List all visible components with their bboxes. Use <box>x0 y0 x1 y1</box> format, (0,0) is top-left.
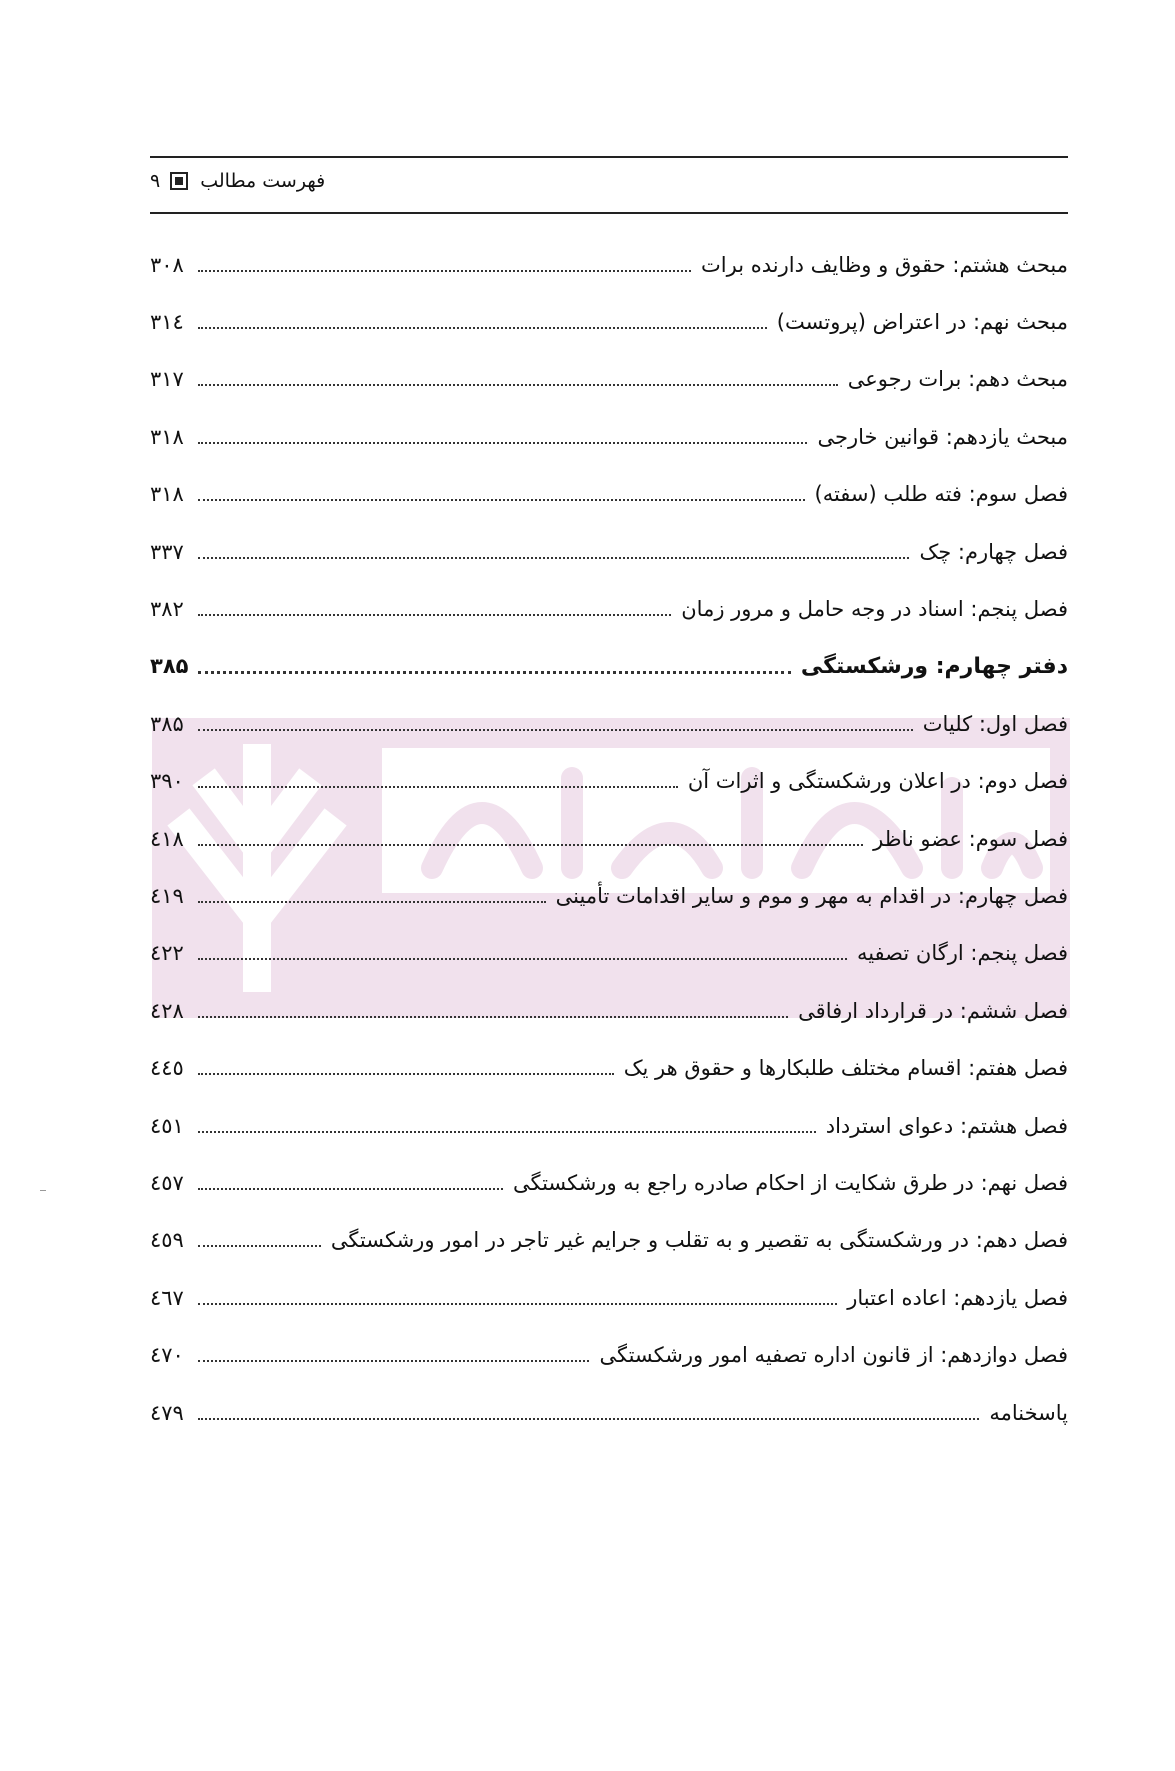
dot-leader <box>198 327 767 329</box>
toc-entry-page: ۳۳۷ <box>150 539 184 564</box>
toc-entry-title: فصل سوم: فته طلب (سفته) <box>814 482 1068 507</box>
dot-leader <box>198 1131 816 1133</box>
toc-entry <box>150 925 1068 982</box>
dot-leader <box>198 1073 614 1075</box>
toc-entry-title: مبحث نهم: در اعتراض (پروتست) <box>776 310 1068 335</box>
toc-entry <box>150 1269 1068 1326</box>
toc-entry-page: ۳۰۸ <box>150 252 184 277</box>
toc-entry-page: ٤۷۹ <box>150 1400 184 1425</box>
running-header <box>150 156 1068 214</box>
dot-leader <box>198 844 863 846</box>
toc-entry <box>150 1384 1068 1441</box>
toc-entry-title: پاسخنامه <box>989 1400 1068 1425</box>
toc-entry <box>150 293 1068 350</box>
toc-entry-page: ٤٥۱ <box>150 1113 184 1138</box>
dot-leader <box>198 614 671 616</box>
toc-entry-page: ۳۱٤ <box>150 310 184 335</box>
header-title: فهرست مطالب <box>200 170 326 192</box>
toc-entry-title: فصل چهارم: چک <box>919 539 1068 564</box>
toc-entry-page: ٤٥۹ <box>150 1228 184 1253</box>
toc-entry <box>150 982 1068 1039</box>
dot-leader <box>198 1245 321 1247</box>
header-content <box>150 170 325 192</box>
toc-entry <box>150 1097 1068 1154</box>
toc-entry-title: فصل هفتم: اقسام مختلف طلبکارها و حقوق هر یک <box>623 1056 1068 1081</box>
dot-leader <box>198 729 913 731</box>
toc-entry <box>150 810 1068 867</box>
toc-entry <box>150 523 1068 580</box>
dot-leader <box>198 671 791 674</box>
toc-entry-page: ۳۱۷ <box>150 367 184 392</box>
toc-entry <box>150 638 1068 695</box>
dot-leader <box>198 901 546 903</box>
dot-leader <box>198 1016 788 1018</box>
toc-entry <box>150 753 1068 810</box>
square-bullet-icon <box>170 172 188 190</box>
toc-entry-page: ٤۱۸ <box>150 826 184 851</box>
toc-entry-page: ۳۹۰ <box>150 769 184 794</box>
dot-leader <box>198 786 678 788</box>
toc-entry-title: فصل دوازدهم: از قانون اداره تصفیه امور ورشکستگی <box>599 1343 1068 1368</box>
dot-leader <box>198 557 909 559</box>
toc-entry-title: فصل چهارم: در اقدام به مهر و موم و سایر اقدامات تأمینی <box>555 883 1068 908</box>
toc-entry-page: ۳۱۸ <box>150 482 184 507</box>
toc-entry <box>150 466 1068 523</box>
toc-entry-title: مبحث هشتم: حقوق و وظایف دارنده برات <box>701 252 1068 277</box>
toc-entry-page: ٤۷۰ <box>150 1343 184 1368</box>
dot-leader <box>198 270 691 272</box>
toc-entry-title: فصل ششم: در قرارداد ارفاقی <box>798 998 1068 1023</box>
dot-leader <box>198 1303 837 1305</box>
toc-entry-page: ۳۸۲ <box>150 597 184 622</box>
toc-entry-page: ٤۲۸ <box>150 998 184 1023</box>
toc-entry-title: فصل اول: کلیات <box>922 711 1068 736</box>
toc-entry-title: فصل دوم: در اعلان ورشکستگی و اثرات آن <box>687 769 1068 794</box>
dot-leader <box>198 1188 503 1190</box>
margin-mark <box>40 1190 46 1191</box>
toc-entry-title: فصل پنجم: ارگان تصفیه <box>856 941 1068 966</box>
toc-entry-page: ۳۱۸ <box>150 424 184 449</box>
toc-entry <box>150 1039 1068 1096</box>
toc-entry-page: ٤۲۲ <box>150 941 184 966</box>
toc-entry-page: ٤٦۷ <box>150 1285 184 1310</box>
toc-entry-title: فصل پنجم: اسناد در وجه حامل و مرور زمان <box>681 597 1068 622</box>
toc-entry-title: فصل نهم: در طرق شکایت از احکام صادره راجع به ورشکستگی <box>512 1170 1068 1195</box>
toc-entry-title: فصل دهم: در ورشکستگی به تقصیر و به تقلب و جرایم غیر تاجر در امور ورشکستگی <box>330 1228 1068 1253</box>
header-page-number: ۹ <box>150 170 161 192</box>
toc-entry <box>150 408 1068 465</box>
toc-entry <box>150 351 1068 408</box>
toc-entry <box>150 1212 1068 1269</box>
dot-leader <box>198 384 838 386</box>
dot-leader <box>198 1418 979 1420</box>
toc-entry-title: دفتر چهارم: ورشکستگی <box>800 653 1068 679</box>
toc-entry <box>150 867 1068 924</box>
toc-entry-page: ۳۸۵ <box>150 654 189 679</box>
toc-entry-title: مبحث یازدهم: قوانین خارجی <box>817 424 1068 449</box>
toc-entry-title: فصل سوم: عضو ناظر <box>873 826 1068 851</box>
toc-entry-title: فصل هشتم: دعوای استرداد <box>825 1113 1068 1138</box>
toc-entry <box>150 1154 1068 1211</box>
toc-entry <box>150 1326 1068 1383</box>
dot-leader <box>198 442 807 444</box>
toc-entry <box>150 580 1068 637</box>
toc-entry-title: مبحث دهم: برات رجوعی <box>847 367 1068 392</box>
dot-leader <box>198 499 805 501</box>
table-of-contents <box>150 236 1068 1441</box>
toc-entry-page: ٤٤٥ <box>150 1056 184 1081</box>
toc-entry-page: ٤٥۷ <box>150 1170 184 1195</box>
toc-entry-page: ۳۸۵ <box>150 711 184 736</box>
toc-entry-page: ٤۱۹ <box>150 883 184 908</box>
toc-entry <box>150 236 1068 293</box>
toc-entry-title: فصل یازدهم: اعاده اعتبار <box>847 1285 1068 1310</box>
dot-leader <box>198 1360 589 1362</box>
toc-entry <box>150 695 1068 752</box>
dot-leader <box>198 958 847 960</box>
